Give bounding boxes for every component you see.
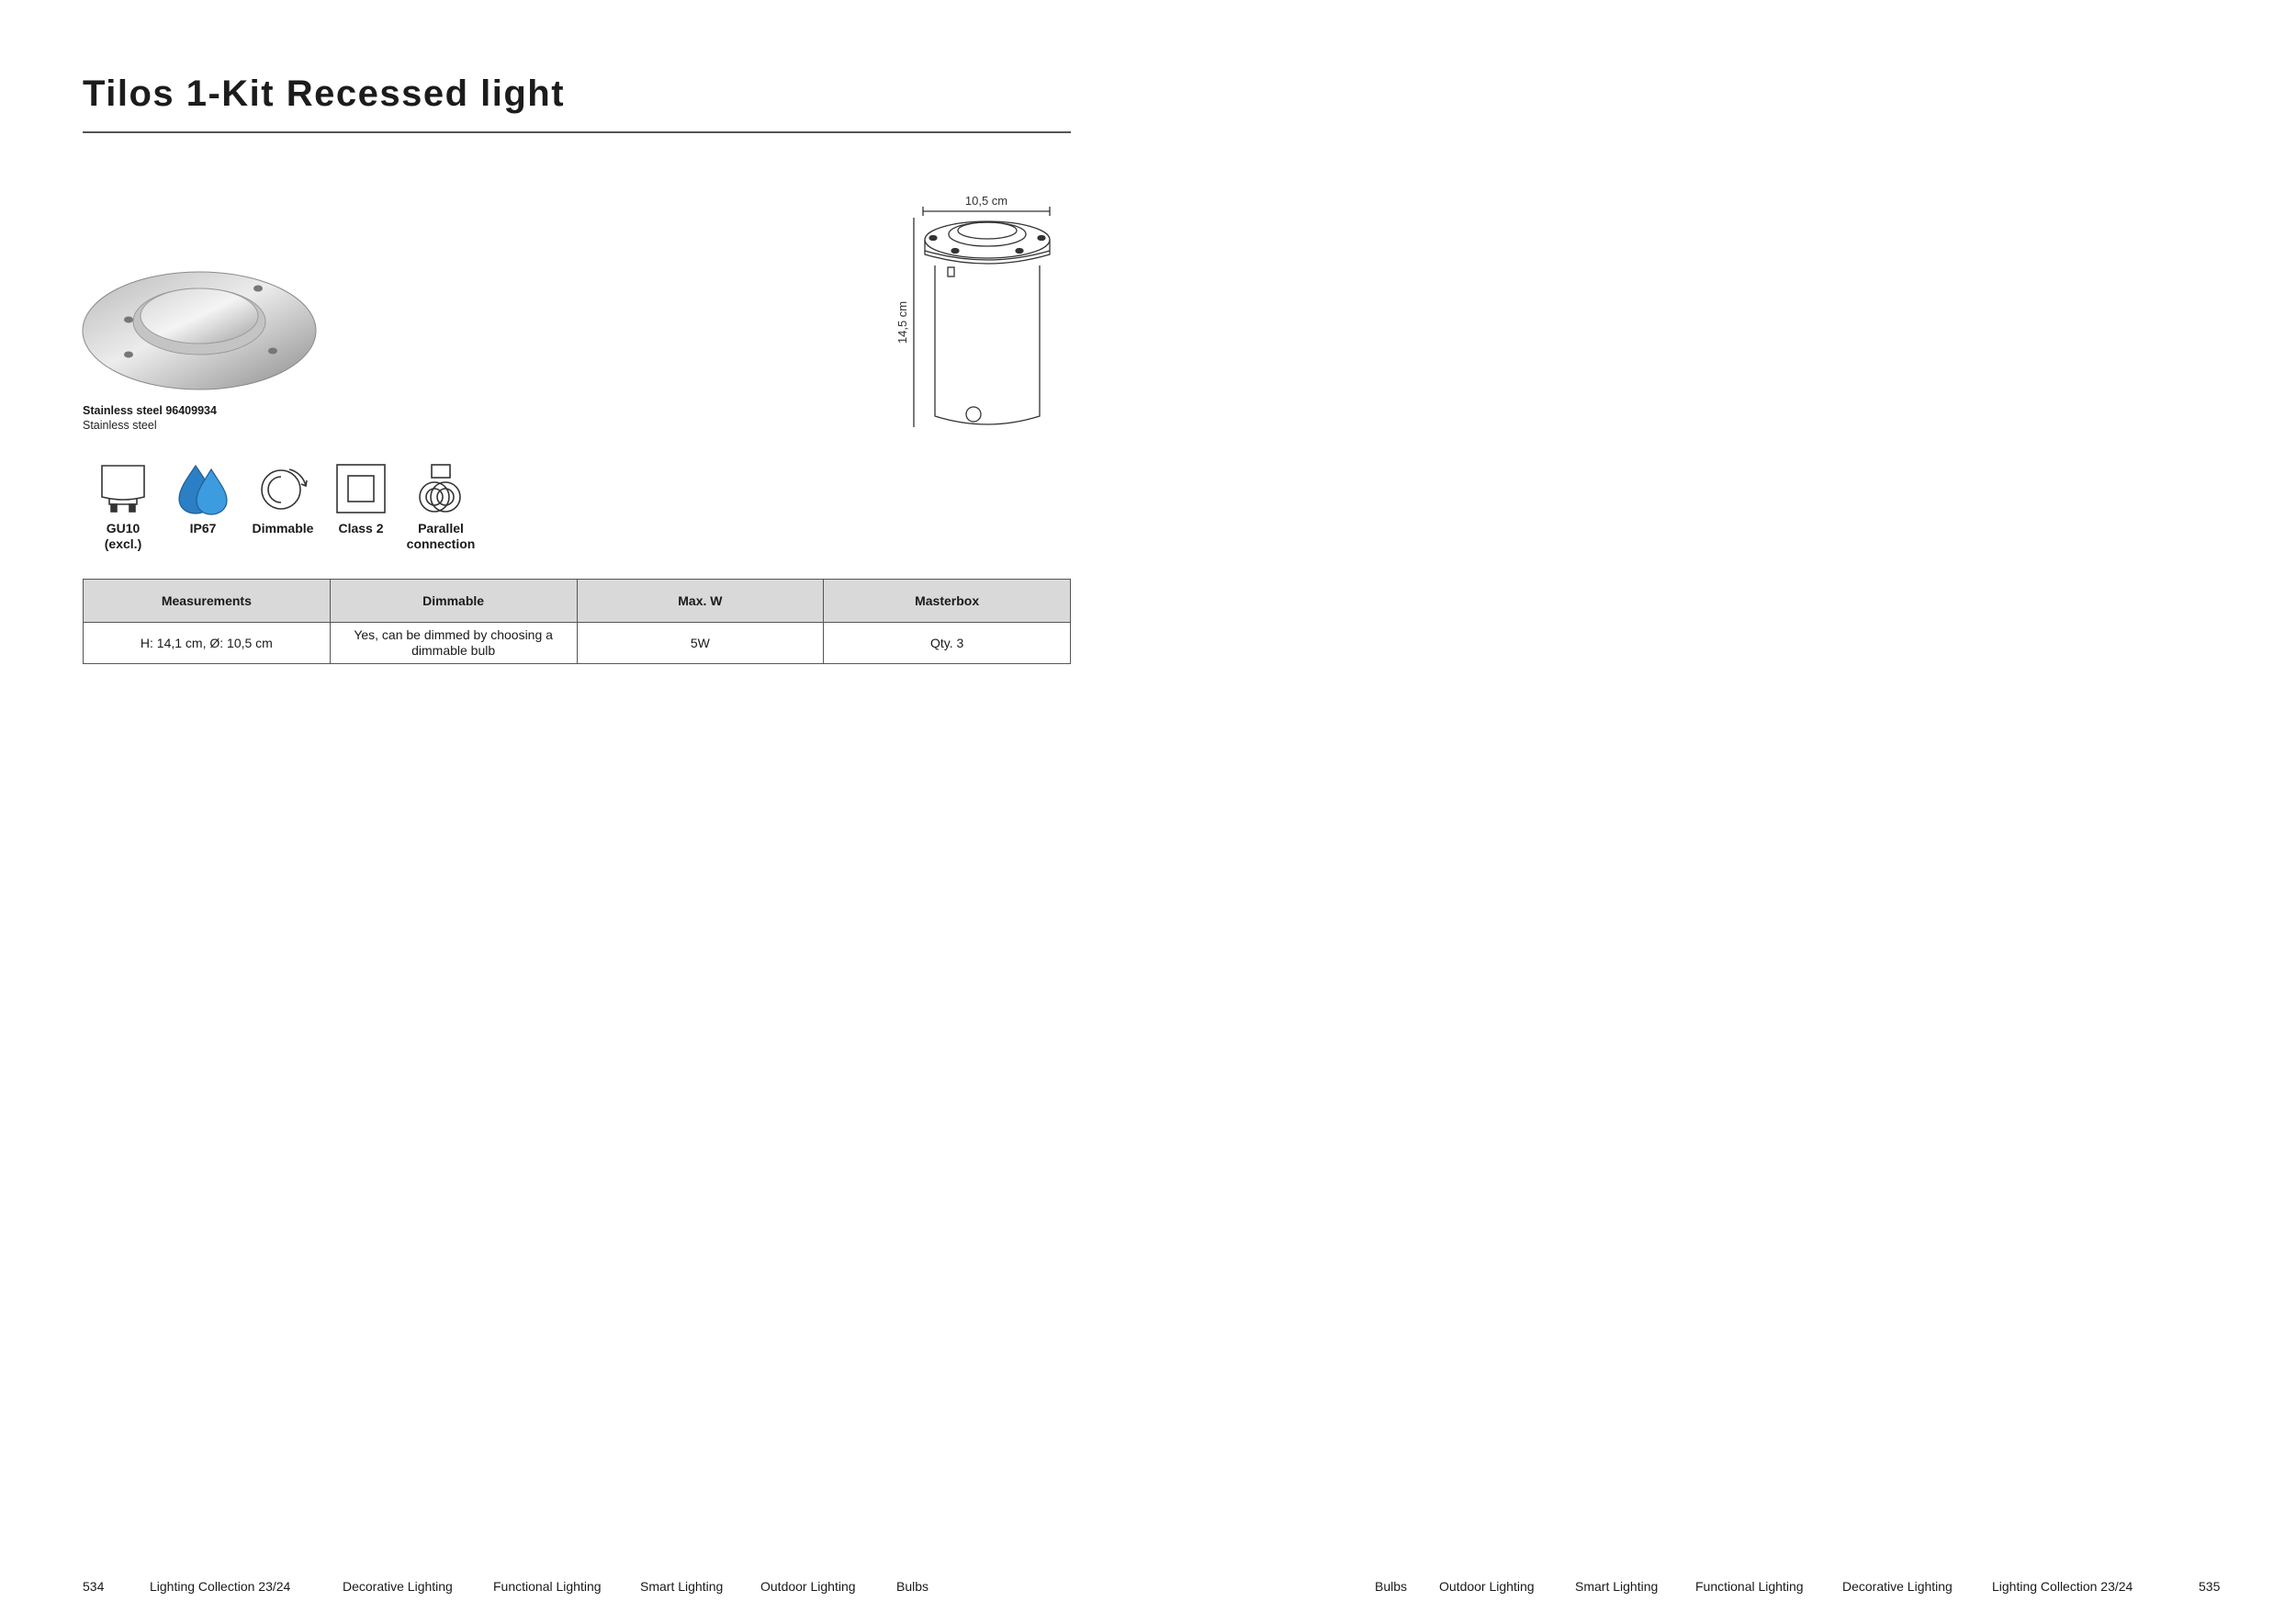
cell-dimmable: Yes, can be dimmed by choosing a dimmable bulb bbox=[330, 623, 577, 664]
feature-dimmable bbox=[244, 462, 321, 536]
table-row bbox=[84, 623, 1071, 664]
feature-parallel-label: Parallel bbox=[418, 521, 464, 536]
footer-left-page-number: 534 bbox=[83, 1579, 105, 1594]
feature-class2 bbox=[331, 462, 391, 536]
gu10-socket-icon bbox=[96, 462, 150, 515]
product-photo bbox=[81, 266, 318, 391]
footer-right-nav-functional[interactable]: Functional Lighting bbox=[1695, 1579, 1804, 1594]
feature-gu10-label: GU10 bbox=[106, 521, 141, 536]
drawing-width-label: 10,5 cm bbox=[964, 194, 1008, 208]
feature-gu10-sublabel: (excl.) bbox=[104, 536, 142, 551]
footer-left-collection: Lighting Collection 23/24 bbox=[150, 1579, 291, 1594]
feature-parallel-sublabel: connection bbox=[406, 536, 476, 551]
footer-left-nav-decorative[interactable]: Decorative Lighting bbox=[343, 1579, 453, 1594]
feature-parallel-connection bbox=[400, 462, 481, 552]
page-title: Tilos 1-Kit Recessed light bbox=[83, 73, 566, 114]
footer-right-nav-bulbs[interactable]: Bulbs bbox=[1375, 1579, 1408, 1594]
class-2-icon bbox=[334, 462, 388, 515]
footer-right-collection: Lighting Collection 23/24 bbox=[1992, 1579, 2133, 1594]
header-max-w: Max. W bbox=[577, 580, 824, 623]
feature-class2-label: Class 2 bbox=[338, 521, 384, 536]
footer-left-nav-functional[interactable]: Functional Lighting bbox=[493, 1579, 602, 1594]
product-material: Stainless steel bbox=[83, 419, 157, 432]
product-sku: Stainless steel 96409934 bbox=[83, 404, 217, 417]
footer-left-nav-outdoor[interactable]: Outdoor Lighting bbox=[760, 1579, 856, 1594]
cell-max-w: 5W bbox=[577, 623, 824, 664]
header-masterbox: Masterbox bbox=[824, 580, 1071, 623]
feature-gu10 bbox=[90, 462, 156, 552]
header-measurements: Measurements bbox=[84, 580, 331, 623]
technical-drawing bbox=[895, 188, 1075, 436]
spec-table-header-row bbox=[84, 580, 1071, 623]
footer-right-nav-outdoor[interactable]: Outdoor Lighting bbox=[1439, 1579, 1535, 1594]
drawing-height-label: 14,5 cm bbox=[895, 300, 909, 344]
cell-measurements: H: 14,1 cm, Ø: 10,5 cm bbox=[84, 623, 331, 664]
footer-right-nav-decorative[interactable]: Decorative Lighting bbox=[1842, 1579, 1953, 1594]
spec-table bbox=[83, 579, 1071, 664]
feature-ip67 bbox=[170, 462, 236, 536]
footer-right-nav-smart[interactable]: Smart Lighting bbox=[1575, 1579, 1659, 1594]
header-dimmable: Dimmable bbox=[330, 580, 577, 623]
footer-left-nav-smart[interactable]: Smart Lighting bbox=[640, 1579, 724, 1594]
footer-right-page-number: 535 bbox=[2199, 1579, 2221, 1594]
product-caption bbox=[83, 403, 217, 433]
dimmable-icon bbox=[256, 462, 310, 515]
feature-ip67-label: IP67 bbox=[189, 521, 217, 536]
feature-dimmable-label: Dimmable bbox=[252, 521, 314, 536]
ip67-water-drops-icon bbox=[176, 462, 230, 515]
footer-left-nav-bulbs[interactable]: Bulbs bbox=[896, 1579, 929, 1594]
cell-masterbox: Qty. 3 bbox=[824, 623, 1071, 664]
title-divider bbox=[83, 131, 1071, 133]
parallel-connection-icon bbox=[414, 462, 467, 515]
